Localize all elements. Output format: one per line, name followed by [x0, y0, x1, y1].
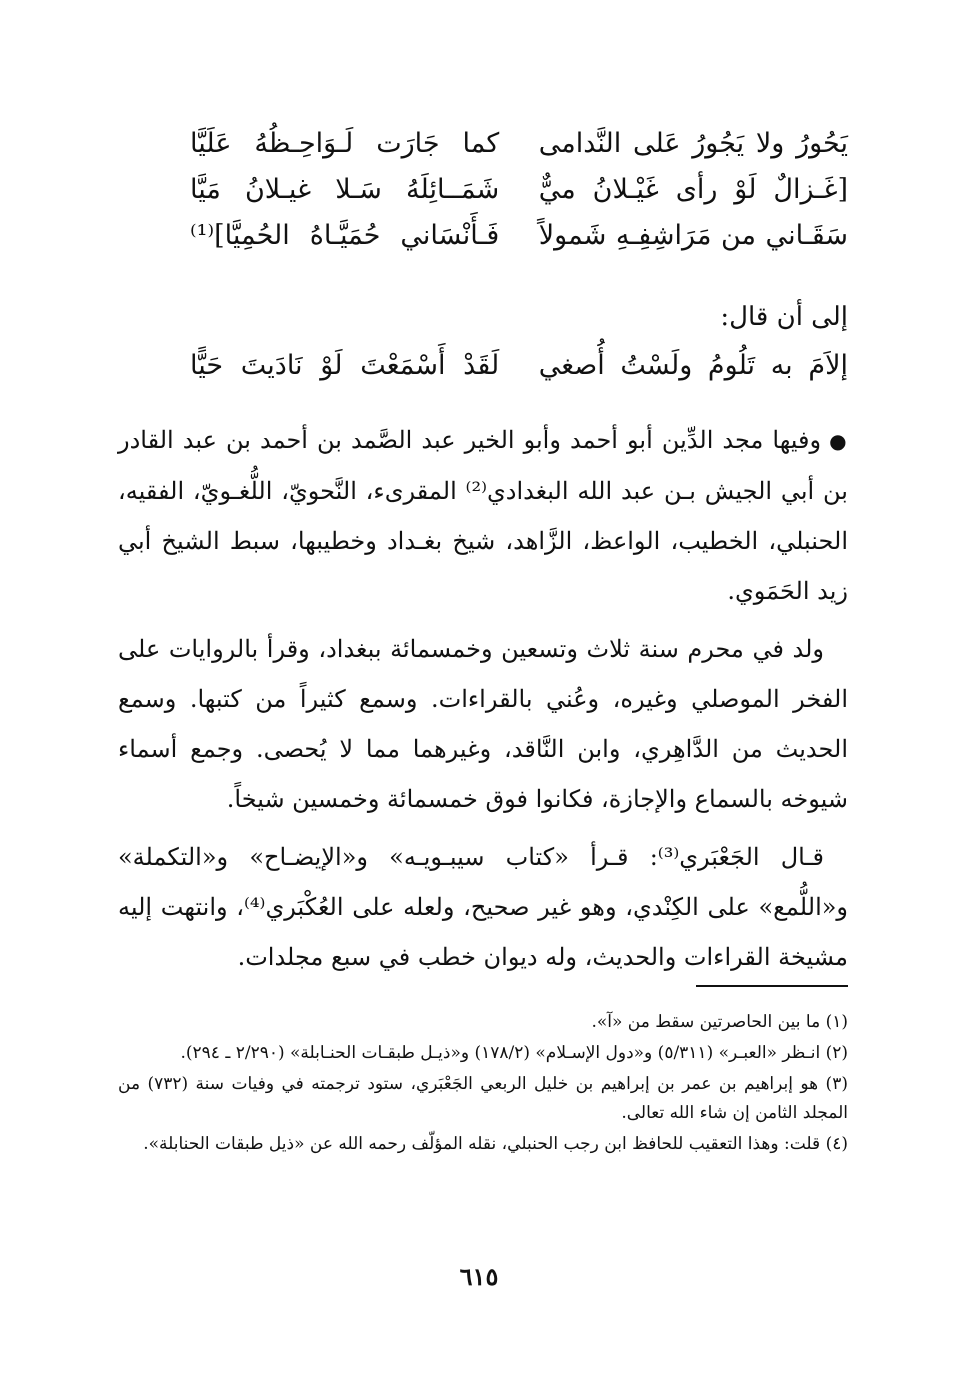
paragraph-birth: ولد في محرم سنة ثلاث وتسعين وخمسمائة ببغداد، وقرأ بالروايات على الفخر الموصلي وغيره، وعُني بالقراءات. وسمع كثيراً من كتبها. وسمع الحديث من الدَّاهِري، وابن النَّاقد، وغيرهما مما لا يُحصى. وجمع أسماء شيوخه بالسماع والإجازة، فكانوا فوق خمسمائة وخمسين شيخاً.	[118, 635, 848, 813]
footnote-divider	[696, 985, 848, 987]
footnote-2: (٢) انـظر «العبـر» (٥/٣١١) و«دول الإسـلام» (١٧٨/٢) و«ذيـل طبقـات الحنـابلة» (٢/٢٩٠ ـ ٢٩٤).	[180, 1043, 848, 1063]
bullet-icon: ●	[829, 429, 849, 453]
poem-verse	[190, 120, 848, 166]
footnote-3: (٣) هو إبراهيم بن عمر بن إبراهيم بن خليل الربعي الجَعْبَري، ستود ترجمته في وفيات سنة (٧٣٢) من المجلد الثامن إن شاء الله تعالى.	[118, 1074, 848, 1123]
footnote-1: (١) ما بين الحاصرتين سقط من «آ».	[591, 1012, 848, 1032]
paragraph-text: وفيها مجد الدِّين أبو أحمد وأبو الخير عبد الصَّمد بن أحمد بن عبد القادر بن أبي الجيش بـن عبد الله البغدادي⁽²⁾ المقرىء، النَّحويّ، اللُّغـويّ، الفقيه، الحنبلي، الخطيب، الواعظ، الزَّاهد، شيخ بغـداد وخطيبها، سبط الشيخ أبي زيد الحَمَوي.	[118, 426, 848, 605]
poem-verse	[190, 342, 848, 388]
poem-verse	[190, 212, 848, 258]
paragraph-biography	[118, 415, 848, 616]
second-poem	[190, 342, 848, 388]
footnotes	[118, 1008, 848, 1161]
hemistich-first: [غَـزالٌ لَوْ رأى غَيْـلانُ ميٌّ	[538, 173, 848, 205]
hemistich-second: فَـأَنْسَاني حُمَيَّـاهُ الحُمِيَّا]⁽¹⁾	[190, 219, 500, 251]
paragraph-quote: قـال الجَعْبَري⁽³⁾: قـرأ «كتاب سيبـويـه» و«الإيضـاح» و«التكملة» و«اللُّمع» على الكِنْدي، وهو غير صحيح، ولعله على العُكْبَري⁽⁴⁾، وانتهت إليه مشيخة القراءات والحديث، وله ديوان خطب في سبع مجلدات.	[118, 843, 849, 971]
poem-verse	[190, 166, 848, 212]
hemistich-first: إلاَمَ به تَلُومُ ولَسْتُ أُصغي	[538, 349, 848, 381]
hemistich-second: لَقَدْ أَسْمَعْتَ لَوْ نَادَيتَ حَيًّا	[190, 349, 500, 381]
hemistich-first: يَحُورُ ولا يَجُورُ عَلى النَّدامى	[538, 127, 848, 159]
footnote-4: (٤) قلت: وهذا التعقيب للحافظ ابن رجب الحنبلي، نقله المؤلّف رحمه الله عن «ذيل طبقات الحنابلة».	[143, 1134, 848, 1154]
poem-block	[190, 120, 848, 258]
hemistich-second: شَمَــائِلَهُ سَـلا غيـلانُ مَيَّا	[190, 173, 500, 205]
body-text	[118, 415, 848, 990]
transition-line: إلى أن قال:	[720, 302, 848, 332]
hemistich-first: سَقَـاني من مَرَاشِفِـهِ شَمولاً	[538, 219, 848, 251]
page-number: ٦١٥	[459, 1262, 499, 1291]
hemistich-second: كما جَارَت لَـوَاحِـظُهُ عَلَيَّا	[190, 127, 500, 159]
